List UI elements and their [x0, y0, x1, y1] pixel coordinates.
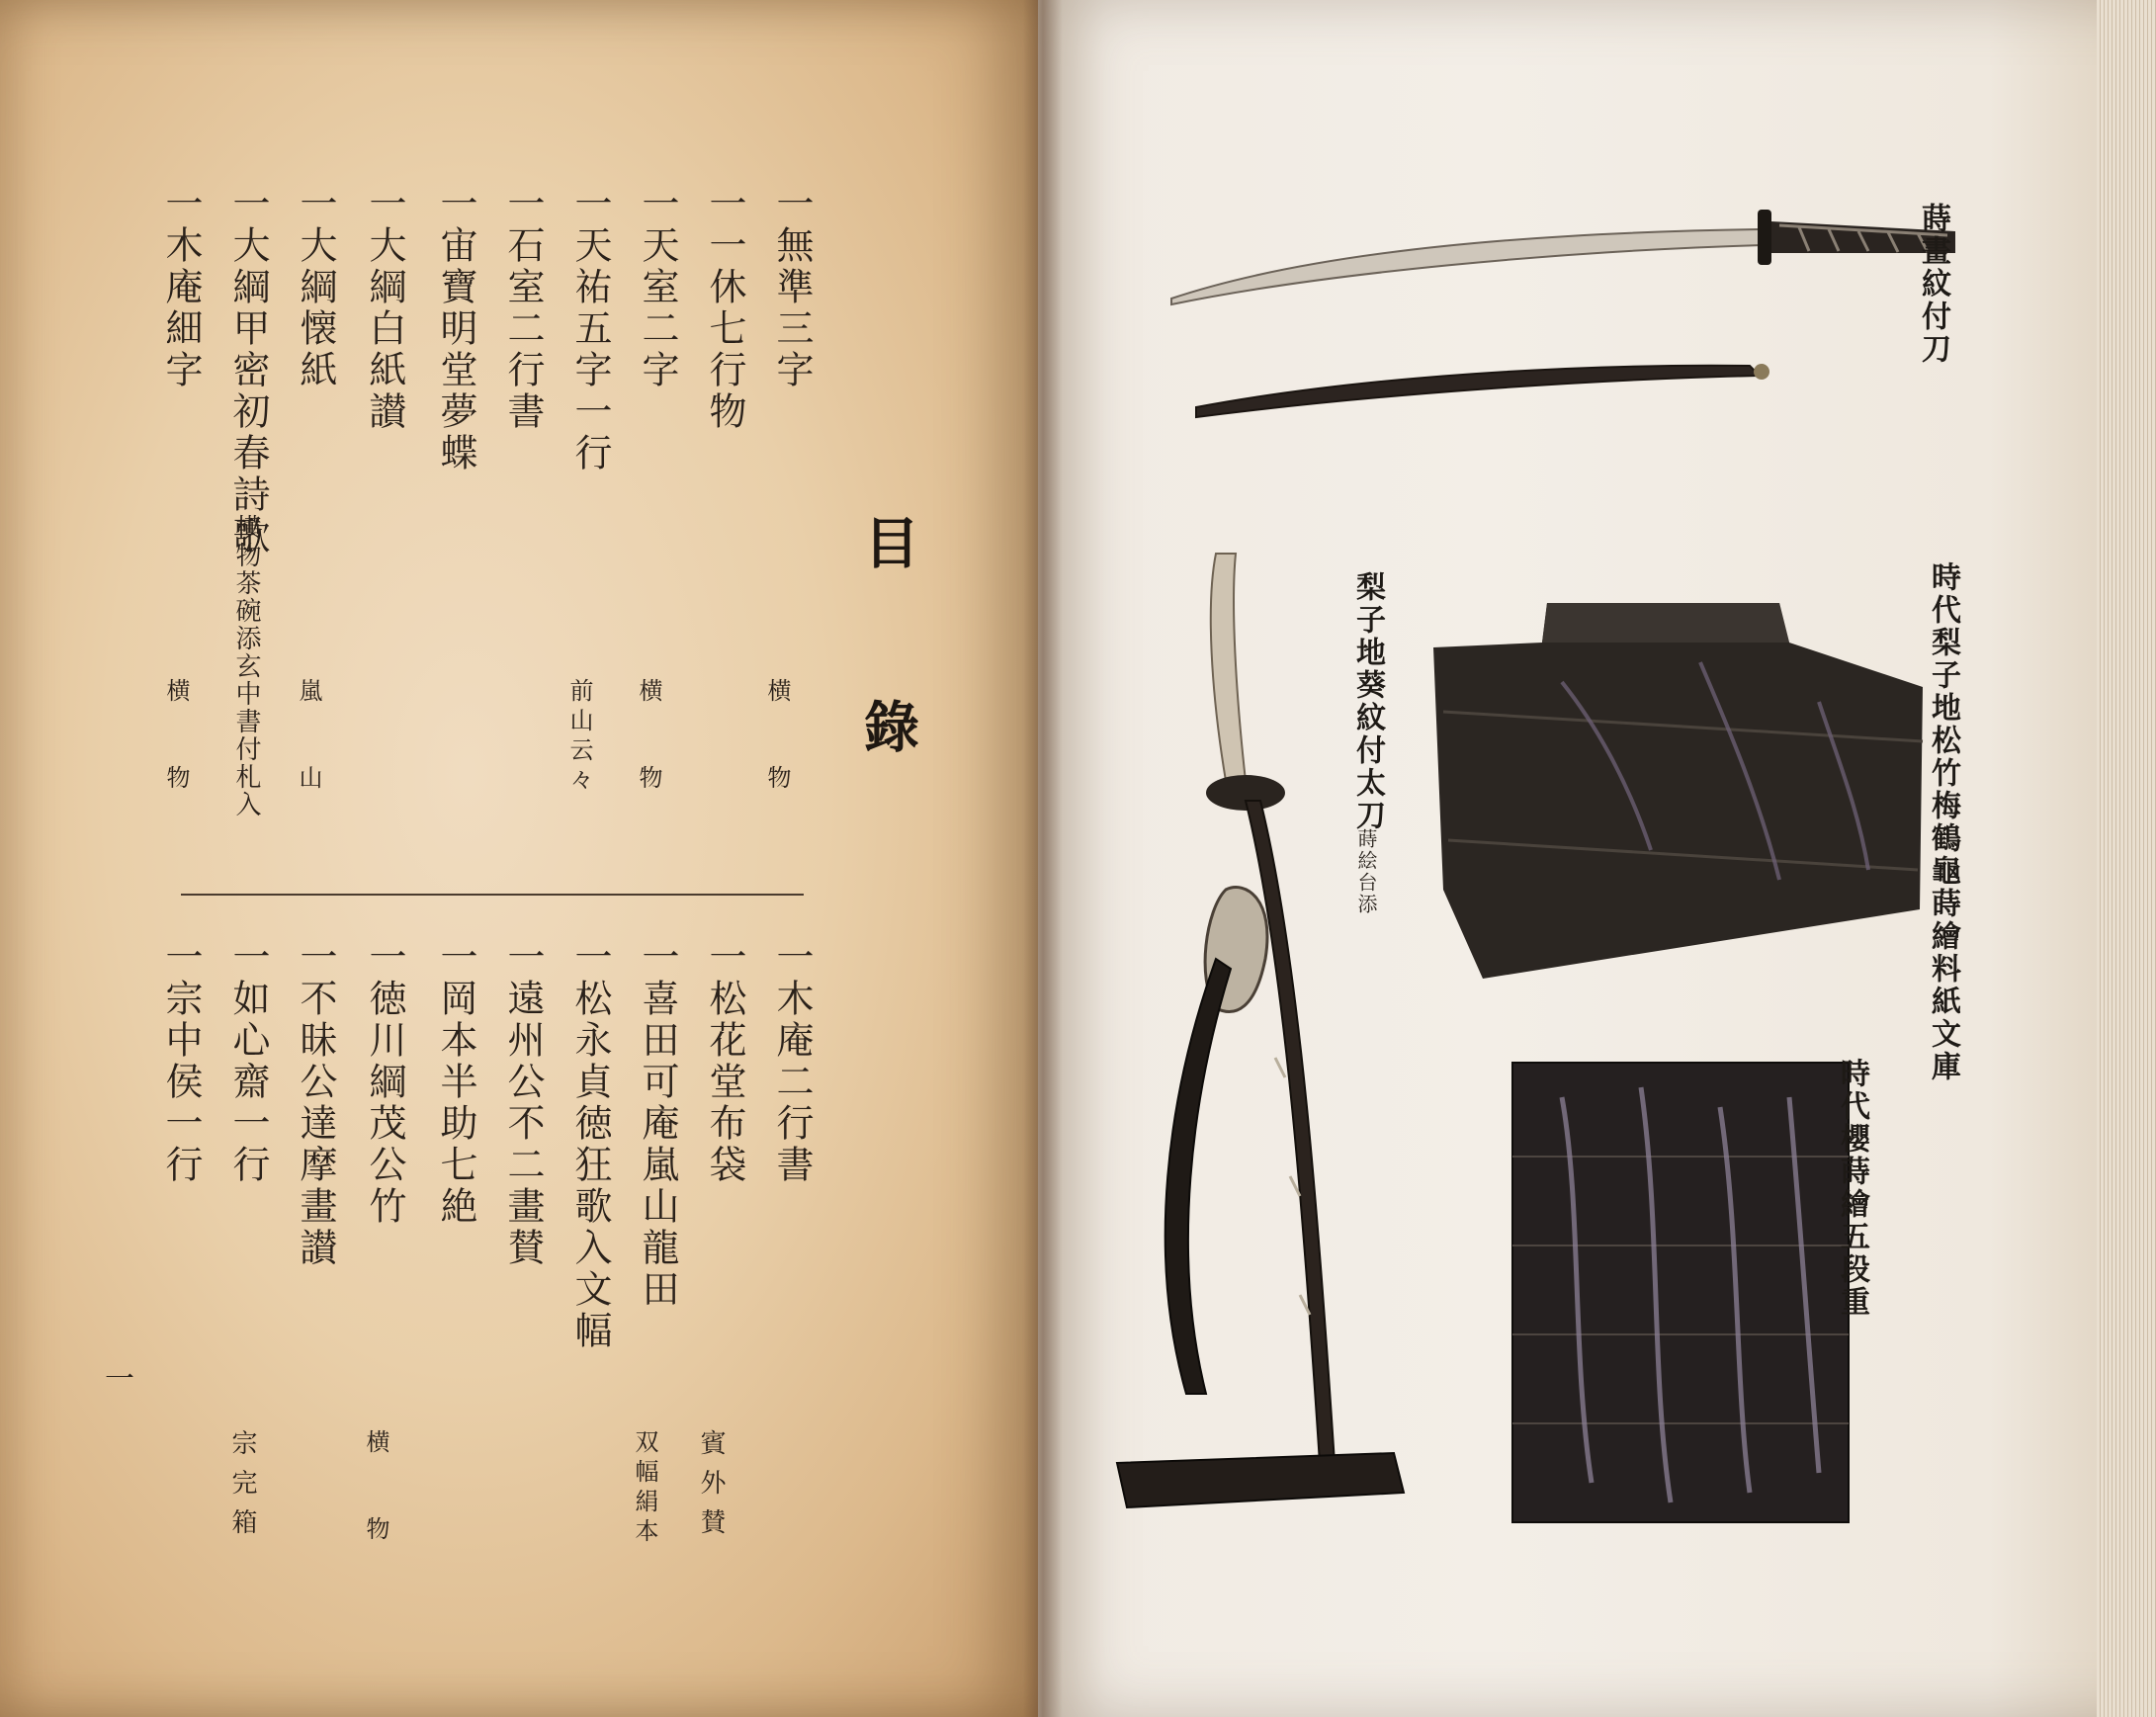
- caption-tachi: 梨子地葵紋付太刀: [1350, 571, 1385, 832]
- section-divider: [181, 894, 804, 896]
- toc-entry: 一喜田可庵嵐山龍田: [636, 937, 679, 1311]
- toc-entry: 一一休七行物: [703, 184, 746, 433]
- left-page: [0, 0, 1038, 1717]
- sword-photo: [1166, 188, 1977, 435]
- toc-entry: 一遠州公不二畫賛: [501, 937, 545, 1269]
- jubako-photo: [1503, 1058, 1878, 1532]
- toc-entry: 一不昧公達摩畫讃: [294, 937, 337, 1269]
- toc-entry: 一天祐五字一行: [568, 184, 612, 474]
- right-page: [1038, 0, 2156, 1717]
- caption-sword: 蒔畫紋付刀: [1916, 203, 1950, 366]
- toc-entry: 一天室二字: [636, 184, 679, 391]
- toc-entry: 一石室二行書: [501, 184, 545, 433]
- toc-entry: 一宗中侯一行: [159, 937, 203, 1186]
- toc-entry: 一岡本半助七絶: [434, 937, 477, 1228]
- toc-entry-note: 前山云々: [565, 678, 593, 797]
- toc-entry: 一大綱白紙讃: [363, 184, 406, 433]
- toc-entry: 一松永貞徳狂歌入文幅: [568, 937, 612, 1352]
- caption-box: 時代梨子地松竹梅鶴龜蒔繪料紙文庫: [1926, 561, 1960, 1083]
- toc-entry: 一徳川綱茂公竹: [363, 937, 406, 1228]
- toc-entry: 一如心齋一行: [226, 937, 270, 1186]
- toc-entry: 一木庵細字: [159, 184, 203, 391]
- toc-entry-note: 賓外賛: [696, 1429, 726, 1548]
- toc-entry-note: 双幅絹本: [631, 1429, 658, 1548]
- toc-entry-note: 宗完箱: [227, 1429, 257, 1548]
- toc-entry-note: 横物茶碗添玄中書付札入: [231, 514, 261, 818]
- toc-entry-note: 嵐山: [295, 678, 322, 852]
- caption-tachi-note: 蒔絵台添: [1354, 828, 1378, 915]
- toc-entry: 一木庵二行書: [770, 937, 814, 1186]
- toc-entry-note: 横物: [162, 678, 190, 852]
- page-edges: [2097, 0, 2156, 1717]
- toc-entry-note: 横物: [763, 678, 791, 852]
- caption-jubako: 時代櫻蒔繪五段重: [1835, 1058, 1869, 1319]
- toc-entry-note: 横物: [362, 1429, 389, 1603]
- toc-entry: 一宙寶明堂夢蝶: [434, 184, 477, 474]
- toc-entry: 一松花堂布袋: [703, 937, 746, 1186]
- book-gutter: [1023, 0, 1063, 1717]
- page-number: 一: [105, 1362, 134, 1397]
- toc-title: 目錄: [855, 514, 920, 882]
- box-photo: [1404, 593, 1977, 988]
- toc-entry-note: 横物: [635, 678, 662, 852]
- toc-entry: 一大綱懐紙: [294, 184, 337, 391]
- toc-entry: 一大綱甲密初春詩歌: [226, 184, 270, 558]
- toc-entry: 一無準三字: [770, 184, 814, 391]
